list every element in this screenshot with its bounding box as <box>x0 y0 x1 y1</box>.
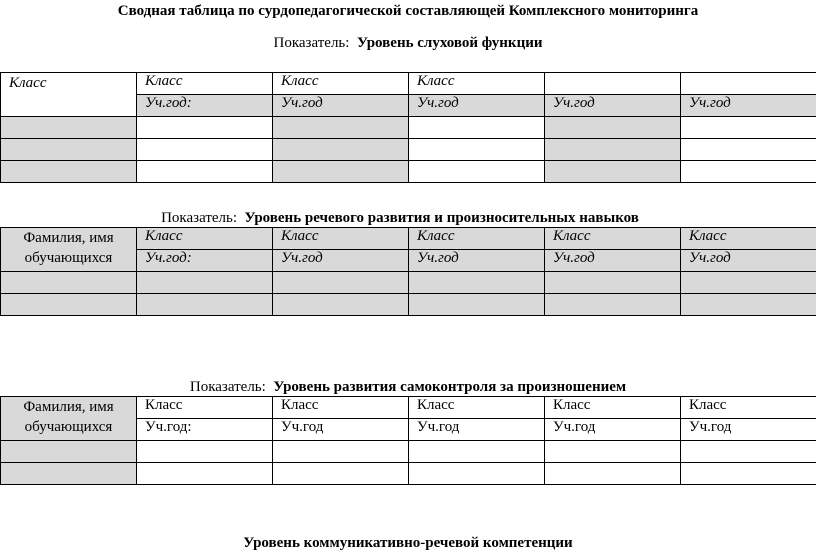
header-cell: Класс <box>681 228 816 250</box>
header-cell: Уч.год <box>681 250 816 272</box>
header-cell: Класс <box>409 228 545 250</box>
table-cell[interactable] <box>681 117 816 139</box>
table-cell[interactable] <box>409 139 545 161</box>
table-cell[interactable] <box>273 272 409 294</box>
indicator-value: Уровень речевого развития и произносительных навыков <box>244 210 639 226</box>
section-title: Уровень коммуникативно-речевой компетенции <box>243 535 573 551</box>
name-header-line: Фамилия, имя <box>23 399 114 415</box>
table-row <box>1 161 816 183</box>
header-cell: Класс <box>273 397 409 419</box>
header-cell: Класс <box>273 73 409 95</box>
header-cell: Класс <box>409 73 545 95</box>
table-cell[interactable] <box>137 272 273 294</box>
header-cell <box>545 73 681 95</box>
table-cell[interactable] <box>409 161 545 183</box>
indicator-label: Показатель: <box>273 35 350 51</box>
table-cell[interactable] <box>1 139 137 161</box>
header-cell: Класс <box>681 397 816 419</box>
indicator-label: Показатель: <box>189 379 266 395</box>
indicator-heading-2 <box>0 209 808 227</box>
table-self-control <box>0 396 816 485</box>
header-cell: Класс <box>545 397 681 419</box>
header-cell: Уч.год <box>545 250 681 272</box>
table-cell[interactable] <box>1 441 137 463</box>
header-cell: Уч.год <box>273 250 409 272</box>
table-cell[interactable] <box>409 441 545 463</box>
header-cell: Класс <box>137 397 273 419</box>
table-cell[interactable] <box>1 463 137 485</box>
table-row <box>1 463 816 485</box>
table-speech-development <box>0 227 816 316</box>
table-hearing-function <box>0 72 816 183</box>
name-header-cell <box>1 228 137 272</box>
header-cell: Класс <box>273 228 409 250</box>
document-title: Сводная таблица по сурдопедагогической составляющей Комплексного мониторинга <box>117 3 699 19</box>
table-cell[interactable] <box>545 117 681 139</box>
table-cell[interactable] <box>273 161 409 183</box>
header-cell: Класс <box>1 73 137 117</box>
indicator-heading-1 <box>0 34 816 52</box>
indicator-value: Уровень слуховой функции <box>356 35 543 51</box>
table-header-row <box>1 397 816 419</box>
header-cell: Класс <box>409 397 545 419</box>
table-cell[interactable] <box>545 161 681 183</box>
name-header-line: обучающихся <box>24 250 113 266</box>
name-header-line: обучающихся <box>24 419 113 435</box>
table-row <box>1 294 816 316</box>
table-cell[interactable] <box>137 463 273 485</box>
header-cell: Уч.год: <box>137 419 273 441</box>
header-cell: Уч.год <box>545 419 681 441</box>
table-cell[interactable] <box>681 139 816 161</box>
header-cell: Уч.год <box>273 419 409 441</box>
indicator-heading-3 <box>0 378 816 396</box>
table-cell[interactable] <box>137 117 273 139</box>
table-cell[interactable] <box>273 117 409 139</box>
table-cell[interactable] <box>137 139 273 161</box>
table-cell[interactable] <box>137 441 273 463</box>
header-cell: Уч.год <box>409 419 545 441</box>
table-cell[interactable] <box>681 463 816 485</box>
header-cell: Уч.год <box>409 250 545 272</box>
header-cell: Класс <box>137 73 273 95</box>
table-header-row <box>1 73 816 95</box>
header-cell: Уч.год <box>273 95 409 117</box>
table-cell[interactable] <box>545 272 681 294</box>
header-cell: Уч.год <box>409 95 545 117</box>
header-cell: Уч.год <box>681 95 816 117</box>
table-cell[interactable] <box>273 441 409 463</box>
table-cell[interactable] <box>681 272 816 294</box>
table-cell[interactable] <box>1 272 137 294</box>
table-cell[interactable] <box>1 294 137 316</box>
table-cell[interactable] <box>681 441 816 463</box>
indicator-value: Уровень развития самоконтроля за произношением <box>273 379 627 395</box>
table-header-row <box>1 228 816 250</box>
table-cell[interactable] <box>545 139 681 161</box>
table-cell[interactable] <box>1 161 137 183</box>
table-cell[interactable] <box>273 463 409 485</box>
table-cell[interactable] <box>409 272 545 294</box>
table-cell[interactable] <box>681 294 816 316</box>
name-header-line: Фамилия, имя <box>23 230 114 246</box>
table-row <box>1 139 816 161</box>
table-cell[interactable] <box>409 294 545 316</box>
table-cell[interactable] <box>273 294 409 316</box>
indicator-label: Показатель: <box>161 210 238 226</box>
header-cell: Класс <box>545 228 681 250</box>
table-cell[interactable] <box>137 294 273 316</box>
table-cell[interactable] <box>681 161 816 183</box>
table-row <box>1 441 816 463</box>
header-cell: Уч.год <box>681 419 816 441</box>
table-row <box>1 272 816 294</box>
name-header-cell <box>1 397 137 441</box>
header-cell: Уч.год <box>545 95 681 117</box>
table-cell[interactable] <box>545 294 681 316</box>
header-cell: Уч.год: <box>137 95 273 117</box>
table-cell[interactable] <box>1 117 137 139</box>
table-row <box>1 117 816 139</box>
table-cell[interactable] <box>409 117 545 139</box>
header-cell: Класс <box>137 228 273 250</box>
table-cell[interactable] <box>137 161 273 183</box>
table-cell[interactable] <box>545 441 681 463</box>
header-cell <box>681 73 816 95</box>
table-cell[interactable] <box>545 463 681 485</box>
header-cell: Уч.год: <box>137 250 273 272</box>
table-cell[interactable] <box>273 139 409 161</box>
table-cell[interactable] <box>409 463 545 485</box>
